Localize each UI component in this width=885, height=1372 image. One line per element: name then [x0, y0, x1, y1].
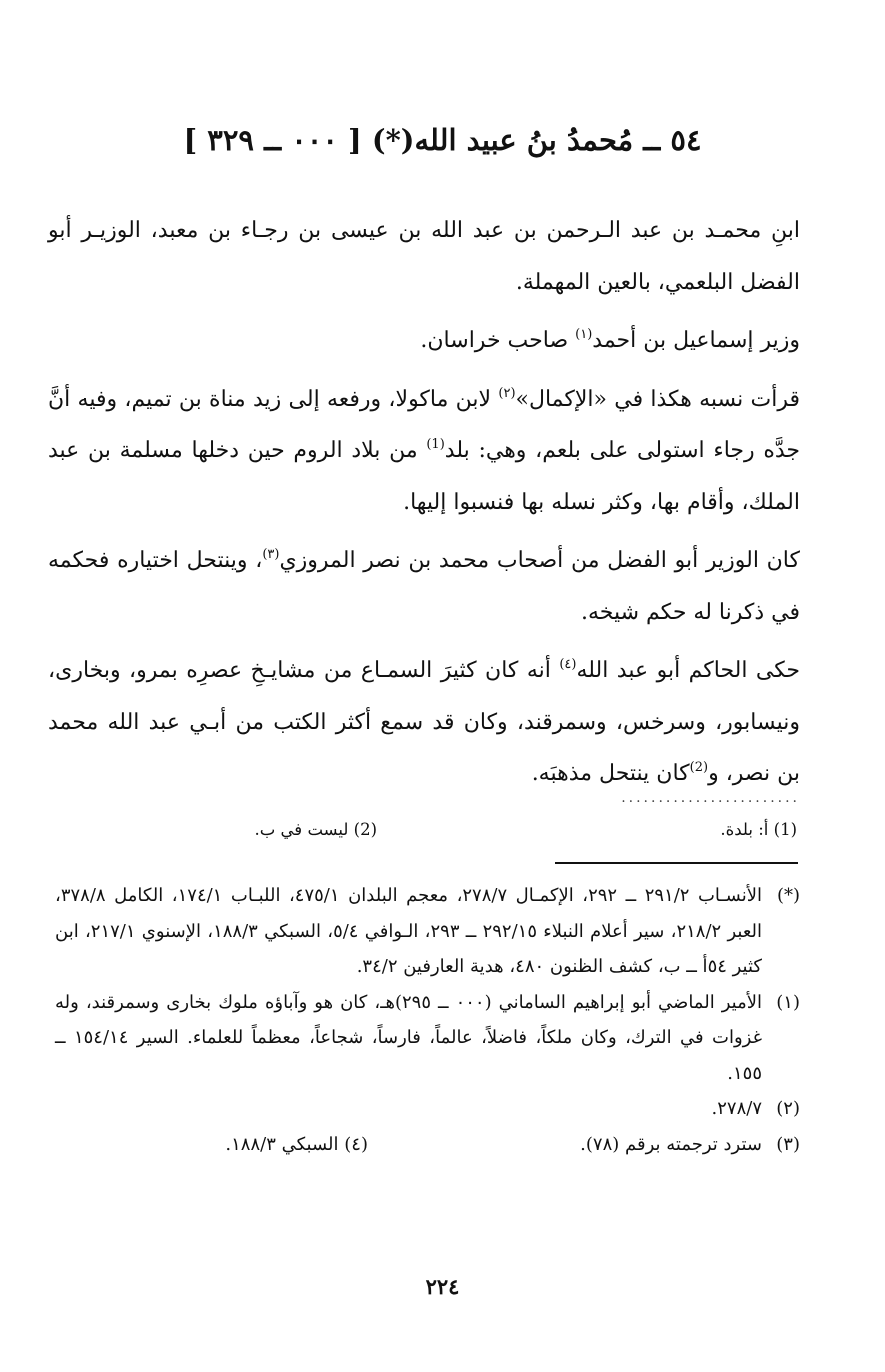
footnote-sources [55, 878, 800, 985]
paragraph: كان الوزير أبو الفضل من أصحاب محمد بن نصر المروزي$^{(٣)}$، وينتحل اختياره فحكمه في ذكرنا له حكم شيخه. [48, 547, 800, 625]
dotted-separator: ........................ [621, 790, 800, 806]
footnote-3-4 [55, 1127, 800, 1163]
footnote-divider [555, 862, 798, 864]
footnote-4 [225, 1127, 368, 1163]
footnotes [55, 878, 800, 1162]
footnote-text: الأمير الماضي أبو إبراهيم الساماني (٠٠٠ ــ ٢٩٥)هـ، كان هو وآباؤه ملوك بخارى وسمرقند، وله غزوات في الترك، وكان ملكاً، فاضلاً، عالماً، فارساً، شجاعاً، معظماً للعلماء. السير ١٥٤/١٤ ــ ١٥٥. [55, 991, 762, 1084]
footnote-marker: (*) [776, 885, 800, 906]
variant-ref[interactable]: (1) [426, 437, 445, 452]
variant-note: (2) ليست في ب. [254, 820, 377, 839]
footnote-marker: (٤) [344, 1133, 368, 1155]
footnote-1 [55, 985, 800, 1092]
page-title: ٥٤ ــ مُحمدُ بنُ عبيد الله(*) [ ٠٠٠ ــ ٣٢٩ ] [183, 123, 702, 157]
footnote-text: سترد ترجمته برقم (٧٨). [580, 1133, 762, 1155]
footnote-2 [55, 1091, 800, 1127]
footnote-ref[interactable]: (٣) [262, 547, 280, 562]
paragraph: وزير إسماعيل بن أحمد$^{(١)}$ صاحب خراسان. [420, 327, 800, 353]
paragraph: حكى الحاكم أبو عبد الله$^{(٤)}$ أنه كان كثيرَ السمـاع من مشايـخِ عصرِه بمرو، وبخارى، ونيسابور، وسرخس، وسمرقند، وكان قد سمع أكثر الكتب من أبـي عبد الله محمد بن نصر، و$^{(2)}$كان ينتحل مذهبَه. [48, 657, 800, 786]
footnote-text: الأنسـاب ٢٩١/٢ ــ ٢٩٢، الإكمـال ٢٧٨/٧، معجم البلدان ٤٧٥/١، اللبـاب ١٧٤/١، الكامل ٣٧٨/٨، العبر ٢١٨/٢، سير أعلام النبلاء ٢٩٢/١٥ ــ ٢٩٣، الـوافي ٥/٤، السبكي ١٨٨/٣، الإسنوي ٢١٧/١، ابن كثير ٥٤أ ــ ب، كشف الظنون ٤٨٠، هدية العارفين ٣٤/٢. [55, 885, 763, 977]
footnote-ref[interactable]: (٢) [498, 385, 516, 401]
footnote-ref[interactable]: (٤) [559, 657, 577, 672]
page-number: ٢٢٤ [425, 1274, 460, 1299]
footnote-ref[interactable]: (١) [575, 327, 593, 342]
paragraph: ابنِ محمـد بن عبد الـرحمن بن عبد الله بن عيسى بن رجـاء بن معبد، الوزيـر أبو الفضل البلعمي، بالعين المهملة. [48, 218, 800, 295]
variant-note: (1) أ: بلدة. [720, 820, 797, 839]
footnote-text: السبكي ١٨٨/٣. [225, 1133, 339, 1155]
variant-ref[interactable]: (2) [689, 760, 709, 775]
footnote-text: ٢٧٨/٧. [711, 1098, 762, 1119]
footnote-marker: (٢) [776, 1098, 800, 1119]
variant-notes [90, 818, 797, 842]
footnote-marker: (٣) [776, 1133, 800, 1155]
footnote-marker: (١) [776, 991, 800, 1013]
paragraph: قرأت نسبه هكذا في «الإكمال»$^{(٢)}$ لابن ماكولا، ورفعه إلى زيد مناة بن تميم، وفيه أنَّ جدَّه رجاء استولى على بلعم، وهي: بلد$^{(1)}$ من بلاد الروم حين دخلها مسلمة بن عبد الملك، وأقام بها، وكثر نسله بها فنسبوا إليها. [48, 385, 801, 515]
main-text [48, 205, 800, 807]
